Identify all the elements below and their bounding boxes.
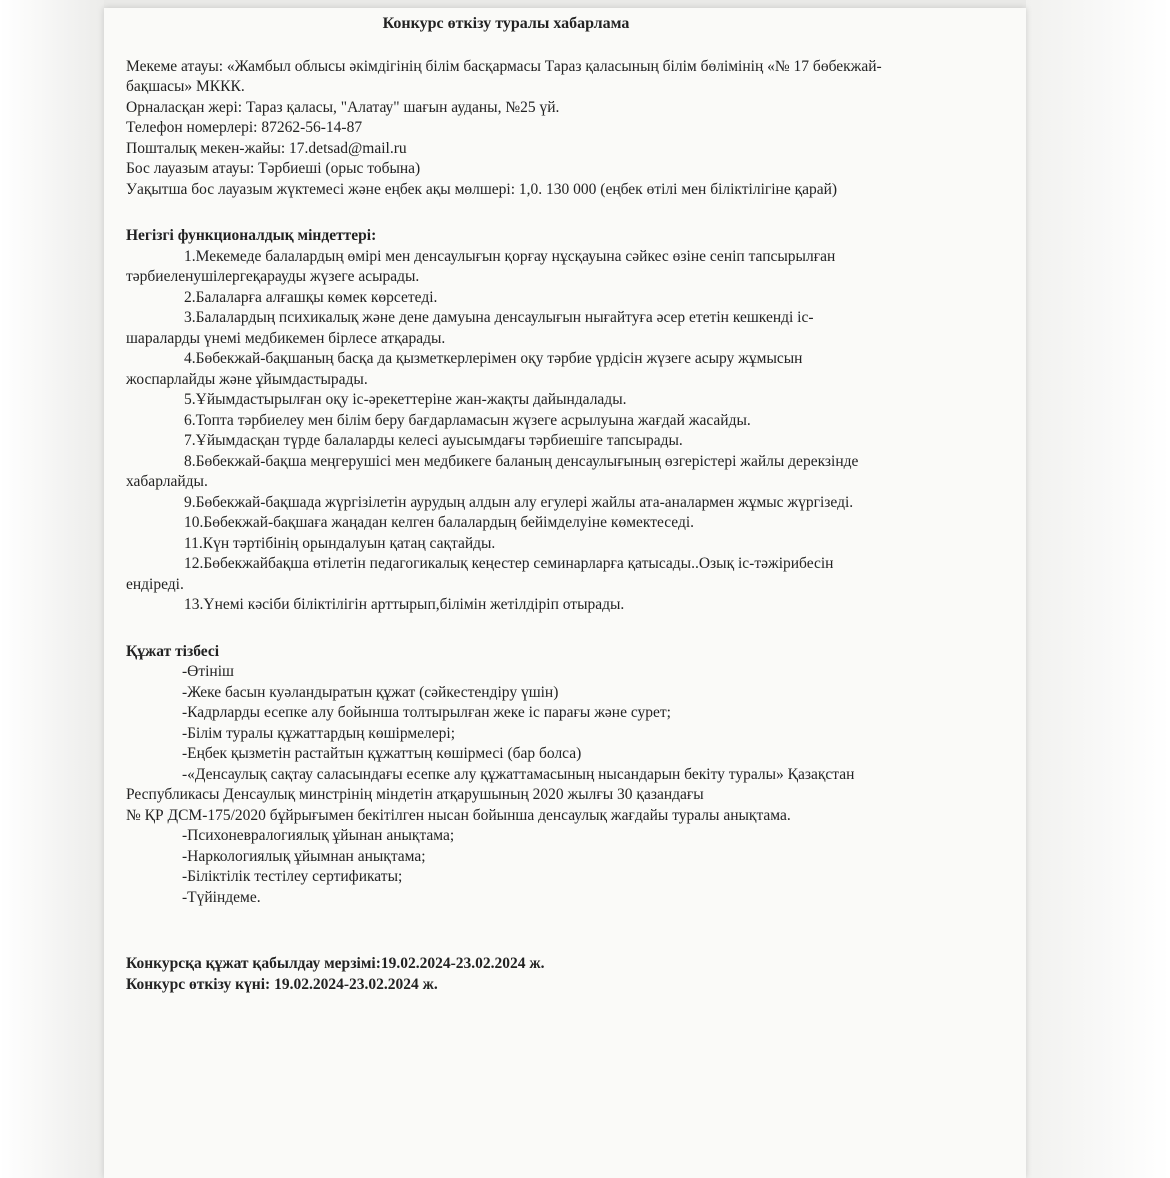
info-line: Бос лауазым атауы: Тәрбиеші (орыс тобына) — [126, 160, 421, 177]
info-line: Орналасқан жері: Тараз қаласы, "Алатау" шағын ауданы, №25 үй. — [126, 98, 560, 116]
duty-item: 7.Ұйымдасқан түрде балаларды келесі ауысымдағы тәрбиешіге тапсырады. — [184, 432, 683, 449]
doc-item-health: -«Денсаулық сақтау саласындағы есепке алу құжаттамасының нысандарын бекіту туралы» Қазақстан Республикасы Денсаулық минстрінің міндетін атқарушының 2020 жылғы 30 қазандағы — [126, 765, 855, 803]
doc-item-health-cont: № ҚР ДСМ-175/2020 бұйрығымен бекітілген нысан бойынша денсаулық жағдайы туралы анықтама. — [126, 806, 791, 824]
info-line: Пошталық мекен-жайы: 17.detsad@mail.ru — [126, 139, 407, 157]
info-line: Мекеме атауы: «Жамбыл облысы әкімдігінің білім басқармасы Тараз қаласының білім бөлімінің «№ 17 бөбекжай-бақшасы» МККК. — [126, 57, 882, 95]
doc-item: -Өтініш — [182, 663, 234, 680]
duty-item: 1.Мекемеде балалардың өмірі мен денсаулығын қорғау нұсқауына сәйкес өзіне сеніп тапсырылған тәрбиеленушілергеқарауды жүзеге асырады. — [126, 247, 836, 285]
duty-item: 3.Балалардың психикалық және дене дамуына денсаулығын нығайтуға әсер ететін кешкенді іс-шараларды үнемі медбикемен бірлесе атқарады. — [126, 309, 814, 347]
doc-item: -Түйіндеме. — [182, 888, 261, 906]
duties-list — [126, 247, 886, 616]
documents-list — [126, 662, 886, 908]
duty-item: 13.Үнемі кәсіби біліктілігін арттырып,білімін жетілдіріп отырады. — [184, 596, 625, 613]
duty-item: 11.Күн тәртібінің орындалуын қатаң сақтайды. — [184, 534, 496, 552]
doc-item: -Наркологиялық ұйымнан анықтама; — [182, 847, 426, 865]
submission-deadline: Конкурсқа құжат қабылдау мерзімі:19.02.2024-23.02.2024 ж. — [126, 955, 545, 972]
doc-item: -Психоневралогиялық ұйынан анықтама; — [182, 827, 455, 844]
duty-item: 9.Бөбекжай-бақшада жүргізілетін аурудың алдын алу егулері жайлы ата-аналармен жұмыс жүргізеді. — [184, 493, 854, 511]
duty-item: 12.Бөбекжайбақша өтілетін педагогикалық кеңестер семинарларға қатысады..Озық іс-тәжірибесін ендіреді. — [126, 555, 834, 593]
info-line: Телефон номерлері: 87262-56-14-87 — [126, 119, 363, 136]
info-line: Уақытша бос лауазым жүктемесі және еңбек ақы мөлшері: 1,0. 130 000 (еңбек өтілі мен біліктілігіне қарай) — [126, 180, 838, 198]
duty-item: 10.Бөбекжай-бақшаға жаңадан келген балалардың бейімделуіне көмектеседі. — [184, 514, 695, 531]
background-left — [0, 0, 104, 1178]
duty-item: 5.Ұйымдастырылған оқу іс-әрекеттеріне жан-жақты дайындалады. — [184, 391, 627, 408]
docs-heading: Құжат тізбесі — [126, 642, 220, 660]
document-title: Конкурс өткізу туралы хабарлама — [382, 15, 630, 32]
doc-item: -Кадрларды есепке алу бойынша толтырылған жеке іс парағы және сурет; — [182, 704, 671, 721]
doc-item: -Білім туралы құжаттардың көшірмелері; — [182, 724, 456, 742]
doc-item: -Еңбек қызметін растайтын құжаттың көшірмесі (бар болса) — [182, 745, 582, 762]
background-right — [1026, 0, 1170, 1178]
duty-item: 6.Топта тәрбиелеу мен білім беру бағдарламасын жүзеге асрылуына жағдай жасайды. — [184, 411, 751, 429]
contest-date: Конкурс өткізу күні: 19.02.2024-23.02.2024 ж. — [126, 975, 438, 993]
duties-heading: Негізгі функционалдық міндеттері: — [126, 227, 377, 244]
announcement-document — [126, 14, 886, 995]
institution-info — [126, 57, 886, 201]
doc-item: -Біліктілік тестілеу сертификаты; — [182, 868, 403, 885]
duty-item: 8.Бөбекжай-бақша меңгерушісі мен медбикеге баланың денсаулығының өзгерістері жайлы дерекзінде хабарлайды. — [126, 452, 859, 490]
doc-item: -Жеке басын куәландыратын құжат (сәйкестендіру үшін) — [182, 683, 559, 701]
duty-item: 4.Бөбекжай-бақшаның басқа да қызметкерлерімен оқу тәрбие үрдісін жүзеге асыру жұмысын жоспарлайды және ұйымдастырады. — [126, 350, 803, 388]
duty-item: 2.Балаларға алғашқы көмек көрсетеді. — [184, 288, 438, 306]
